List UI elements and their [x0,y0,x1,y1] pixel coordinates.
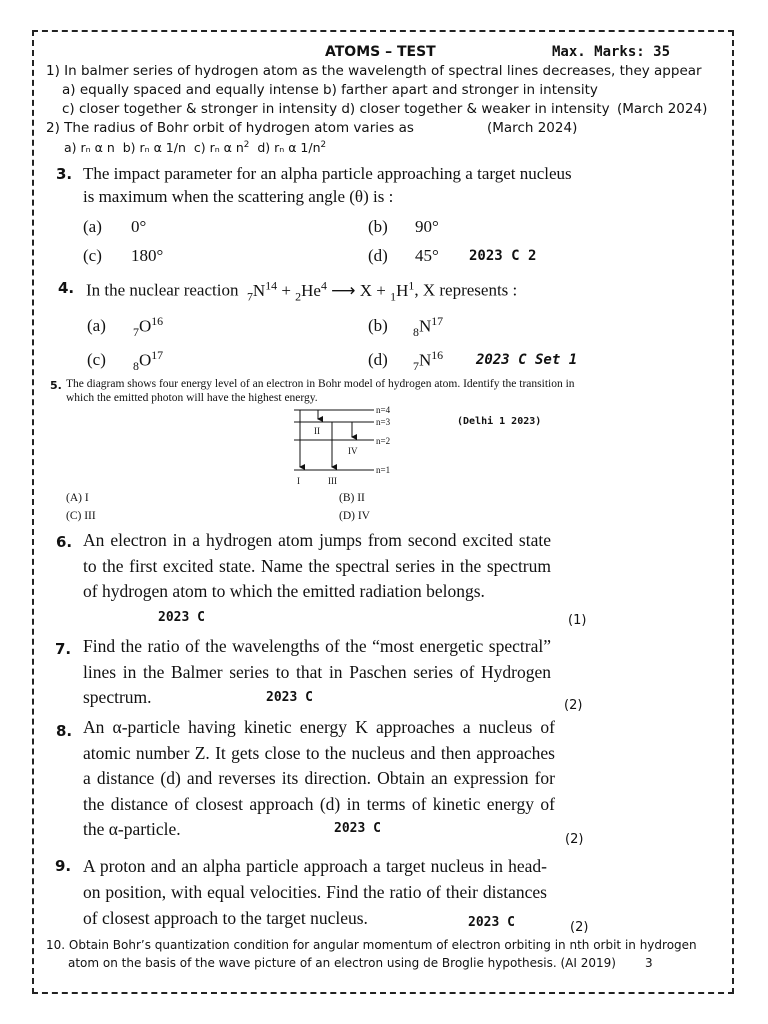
q5-option-d: (D) IV [339,510,370,522]
q3-year-tag: 2023 C 2 [469,248,537,264]
q4-equation: $_7N^{14} + _2He^4$ ⟶ $X + _1H^1$ [246,278,415,304]
q2-option-b: b) rₙ α 1/n [122,140,186,156]
q2-options [64,140,326,155]
q4-question [86,278,517,304]
max-marks: Max. Marks: 35 [552,44,671,60]
q5-line1: The diagram shows four energy level of an electron in Bohr model of hydrogen atom. Identify the transition in [66,378,575,390]
q6-text: An electron in a hydrogen atom jumps from second excited state to the first excited state. Name the spectral series in the spectrum of hydrogen atom to which the emitted radiation belongs. [83,530,551,601]
q6-number: 6. [56,533,73,551]
q8-number: 8. [56,722,73,740]
q3-option-d-label: (d) [368,246,388,265]
q7-text: Find the ratio of the wavelengths of the “most energetic spectral” lines in the Balmer series to that in Paschen series of Hydrogen spectrum. [83,636,551,707]
q3-option-b-label: (b) [368,217,388,236]
q9-marks: (2) [570,920,589,935]
q1-text: 1) In balmer series of hydrogen atom as the wavelength of spectral lines decreases, they appear [46,63,702,79]
q6-year-tag: 2023 C [158,610,205,625]
q4-option-c-label: (c) [87,350,106,369]
q3-option-a-label: (a) [83,217,102,236]
q2-option-d: d) rₙ α $1/n^2$ [257,140,327,156]
q4-number: 4. [58,279,75,297]
level-label-n2: n=2 [376,436,391,446]
q2-text: 2) The radius of Bohr orbit of hydrogen atom varies as [46,120,414,136]
transition-II-label: II [314,426,320,436]
q10-line1: 10. Obtain Bohr’s quantization condition for angular momentum of electron orbiting in nth orbit in hydrogen [46,938,697,952]
q5-source: (Delhi 1 2023) [457,416,542,427]
q7-number: 7. [55,640,72,658]
level-label-n4: n=4 [376,405,391,415]
q1-options-ab: a) equally spaced and equally intense b) farther apart and stronger in intensity [62,82,598,98]
q7-year-tag: 2023 C [266,690,313,705]
q3-line2: is maximum when the scattering angle (θ) is : [83,187,394,206]
q5-option-b: (B) II [339,492,365,504]
q4-option-a-label: (a) [87,316,106,335]
q7-marks: (2) [564,698,583,713]
q10-marks: 3 [645,956,653,970]
transition-IV-label: IV [348,446,358,456]
q3-option-c-label: (c) [83,246,102,265]
q4-prefix: In the nuclear reaction [86,280,239,300]
q4-option-b-label: (b) [368,316,388,335]
test-title: ATOMS – TEST [325,44,436,60]
q3-option-b: 90° [415,217,439,236]
q3-option-d: 45° [415,246,439,265]
q1-options-cd: c) closer together & stronger in intensity d) closer together & weaker in intensity [62,101,610,117]
q6-marks: (1) [568,613,587,628]
q5-option-c: (C) III [66,510,96,522]
q2-option-a: a) rₙ α n [64,140,115,156]
q5-number: 5. [50,379,62,392]
q3-option-a: 0° [131,217,147,236]
transition-III-label: III [328,476,337,486]
q4-year-tag: 2023 C Set 1 [476,352,578,368]
transition-I-label: I [297,476,300,486]
q9-year-tag: 2023 C [468,915,515,930]
q8-text: An α-particle having kinetic energy K approaches a nucleus of atomic number Z. It gets close to the nucleus and then approaches a distance (d) and reverses its direction. Obtain an expression for the distance of closest approach (d) in terms of kinetic energy of the α-particle. [83,717,555,839]
level-label-n3: n=3 [376,417,391,427]
q3-option-c: 180° [131,246,164,265]
q9-text: A proton and an alpha particle approach a target nucleus in head-on position, with equal velocities. Find the ratio of their distances of closest approach to the target nucleus. [83,856,547,928]
q9-number: 9. [55,857,72,875]
q8-marks: (2) [565,832,584,847]
q4-suffix: , X represents : [414,280,518,300]
q4-option-d-label: (d) [368,350,388,369]
q4-option-c: $_8O^{17}$ [133,348,164,374]
level-label-n1: n=1 [376,465,391,475]
q4-option-b: $_8N^{17}$ [413,314,444,340]
q8-year-tag: 2023 C [334,821,381,836]
q4-option-d: $_7N^{16}$ [413,348,444,374]
q4-option-a: $_7O^{16}$ [133,314,164,340]
q2-option-c: c) rₙ α $n^2$ [193,140,250,156]
q5-line2: which the emitted photon will have the highest energy. [66,392,318,404]
q3-line1: The impact parameter for an alpha particle approaching a target nucleus [83,164,572,183]
q2-source: (March 2024) [487,120,578,136]
q3-number: 3. [56,165,73,183]
q5-option-a: (A) I [66,492,89,504]
energy-level-diagram [286,402,406,490]
q10-line2: atom on the basis of the wave picture of an electron using de Broglie hypothesis. (AI 2019) [68,956,616,970]
q1-source: (March 2024) [617,101,708,117]
